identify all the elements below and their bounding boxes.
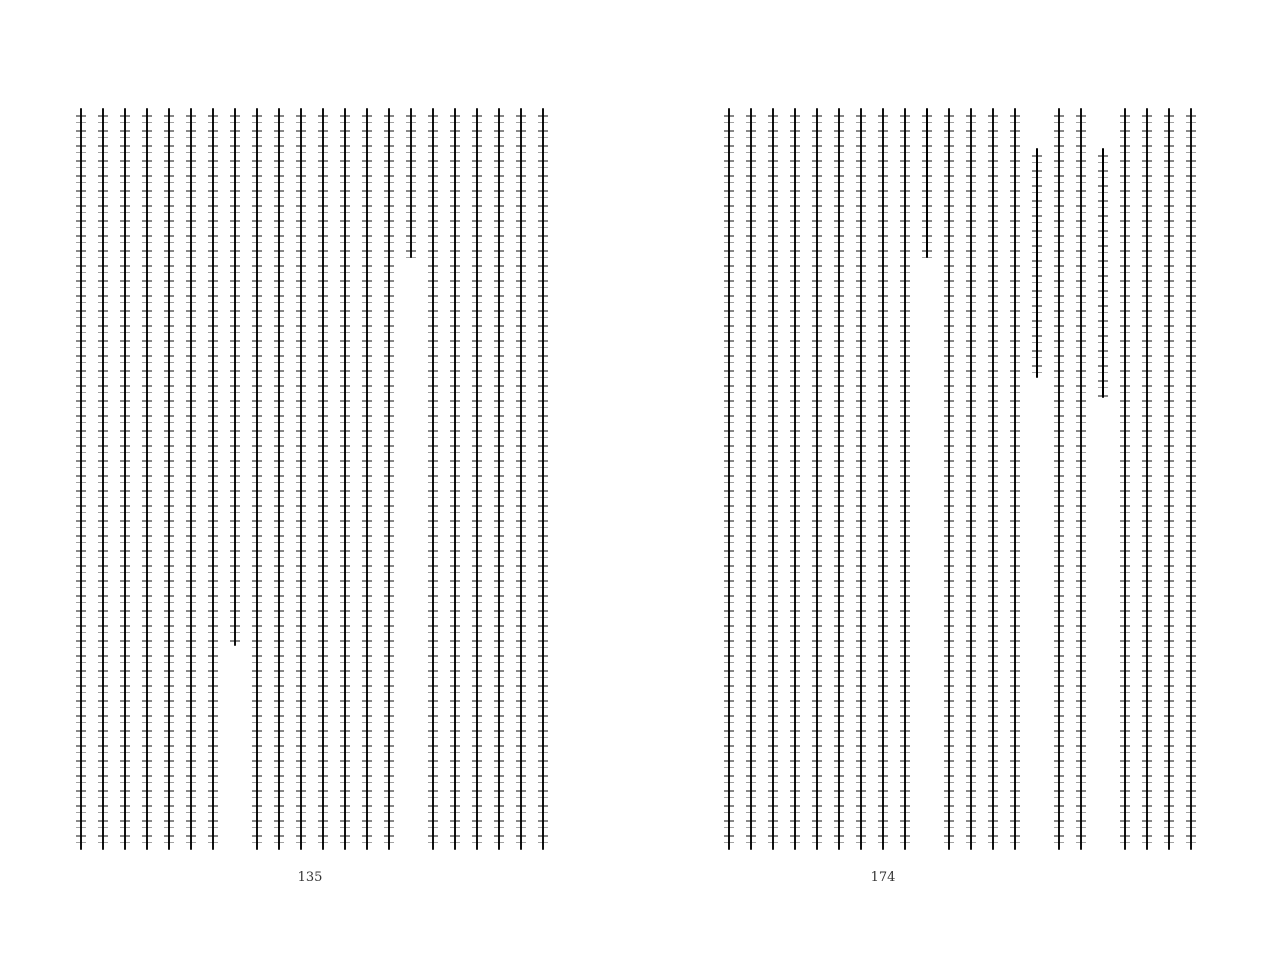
text-column xyxy=(212,108,214,850)
text-column xyxy=(498,108,500,850)
text-column xyxy=(992,108,994,850)
text-column xyxy=(124,108,126,850)
text-column xyxy=(860,108,862,850)
text-column xyxy=(322,108,324,850)
text-column xyxy=(882,108,884,850)
text-column xyxy=(728,108,730,850)
page-number: 174 xyxy=(870,870,896,885)
text-column xyxy=(102,108,104,850)
text-column xyxy=(168,108,170,850)
section-heading-column xyxy=(1102,148,1104,398)
text-column xyxy=(278,108,280,850)
text-column xyxy=(1014,108,1016,850)
text-column xyxy=(1190,108,1192,850)
right-page-text-block xyxy=(728,108,1198,850)
text-column xyxy=(80,108,82,850)
left-page xyxy=(0,0,632,978)
text-column xyxy=(1080,108,1082,850)
right-page xyxy=(633,0,1265,978)
text-column xyxy=(388,108,390,850)
text-column xyxy=(542,108,544,850)
text-column xyxy=(256,108,258,850)
text-column xyxy=(1124,108,1126,850)
text-column xyxy=(838,108,840,850)
text-column xyxy=(410,108,412,258)
text-column xyxy=(1058,108,1060,850)
page-number: 135 xyxy=(297,870,323,885)
text-column xyxy=(432,108,434,850)
text-column xyxy=(190,108,192,850)
left-page-text-block xyxy=(80,108,545,850)
text-column xyxy=(454,108,456,850)
text-column xyxy=(1168,108,1170,850)
text-column xyxy=(300,108,302,850)
text-column xyxy=(366,108,368,850)
text-column xyxy=(146,108,148,850)
text-column xyxy=(1146,108,1148,850)
text-column xyxy=(476,108,478,850)
section-heading-column xyxy=(926,108,928,258)
text-column xyxy=(970,108,972,850)
text-column xyxy=(904,108,906,850)
text-column xyxy=(234,108,236,646)
text-column xyxy=(344,108,346,850)
text-column xyxy=(816,108,818,850)
text-column xyxy=(948,108,950,850)
text-column xyxy=(750,108,752,850)
text-column xyxy=(772,108,774,850)
text-column xyxy=(520,108,522,850)
text-column xyxy=(794,108,796,850)
section-heading-column xyxy=(1036,148,1038,378)
